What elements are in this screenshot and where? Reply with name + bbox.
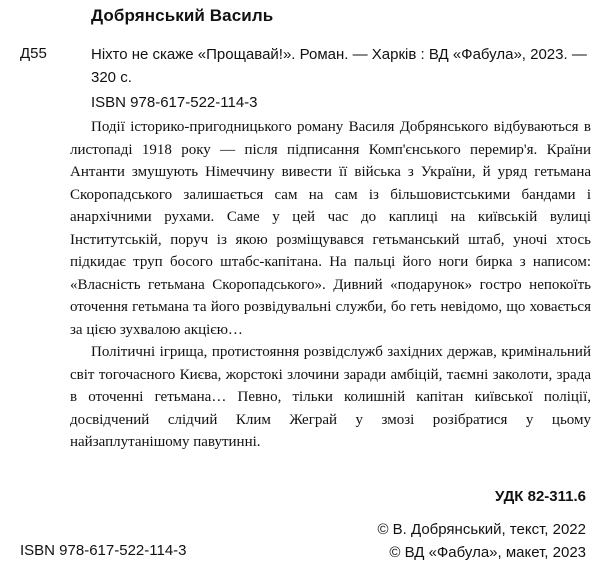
copyright-layout-line: © ВД «Фабула», макет, 2023 [389,543,586,561]
copyright-block [377,519,586,564]
annotation-paragraph-1: Події історико-пригодницького роману Василя Добрянського відбуваються в листопаді 1918 року — після підписання Комп'єнського перемир'я. Країни Антанти змушують Німеччину вивести її війська з України, й уряд гетьмана Скоропадського залишається сам на сам із більшовистськими бандами і анархічними рухами. Саме у цей час до каплиці на київській вулиці Інститутській, поруч із якою розміщувався гетьманський штаб, уночі хтось підкидає труп босого штабс-капітана. На пальці його ноги бирка з написом: «Власність гетьмана Скоропадського». Дивний «подарунок» гостро непокоїть оточення гетьмана та його розвідувальні служби, бо геть невідомо, що ховається за цією зухвалою акцією… [70,119,591,338]
isbn-bottom: ISBN 978-617-522-114-3 [20,542,187,559]
bibliographic-text: Ніхто не скаже «Прощавай!». Роман. — Харків : ВД «Фабула», 2023. — 320 с. [91,46,587,86]
isbn-top: ISBN 978-617-522-114-3 [91,94,258,111]
author-name: Добрянський Василь [91,6,274,25]
annotation-paragraph-2: Політичні ігрища, протистояння розвідслужб західних держав, кримінальний світ тогочасного Києва, жорстокі злочини заради амбіцій, таємні заколоти, зрада в оточенні гетьмана… Певно, тільки колишній капітан київської поліції, досвідчений слідчий Клим Жеграй у змозі розібратися у цьому найзаплутанішому павутинні. [70,344,591,450]
udk-code: УДК 82-311.6 [495,488,586,505]
annotation [70,116,591,454]
bibliographic-entry [91,44,591,89]
author-sign-code: Д55 [20,45,47,62]
copyright-text-line: © В. Добрянський, текст, 2022 [377,521,586,538]
